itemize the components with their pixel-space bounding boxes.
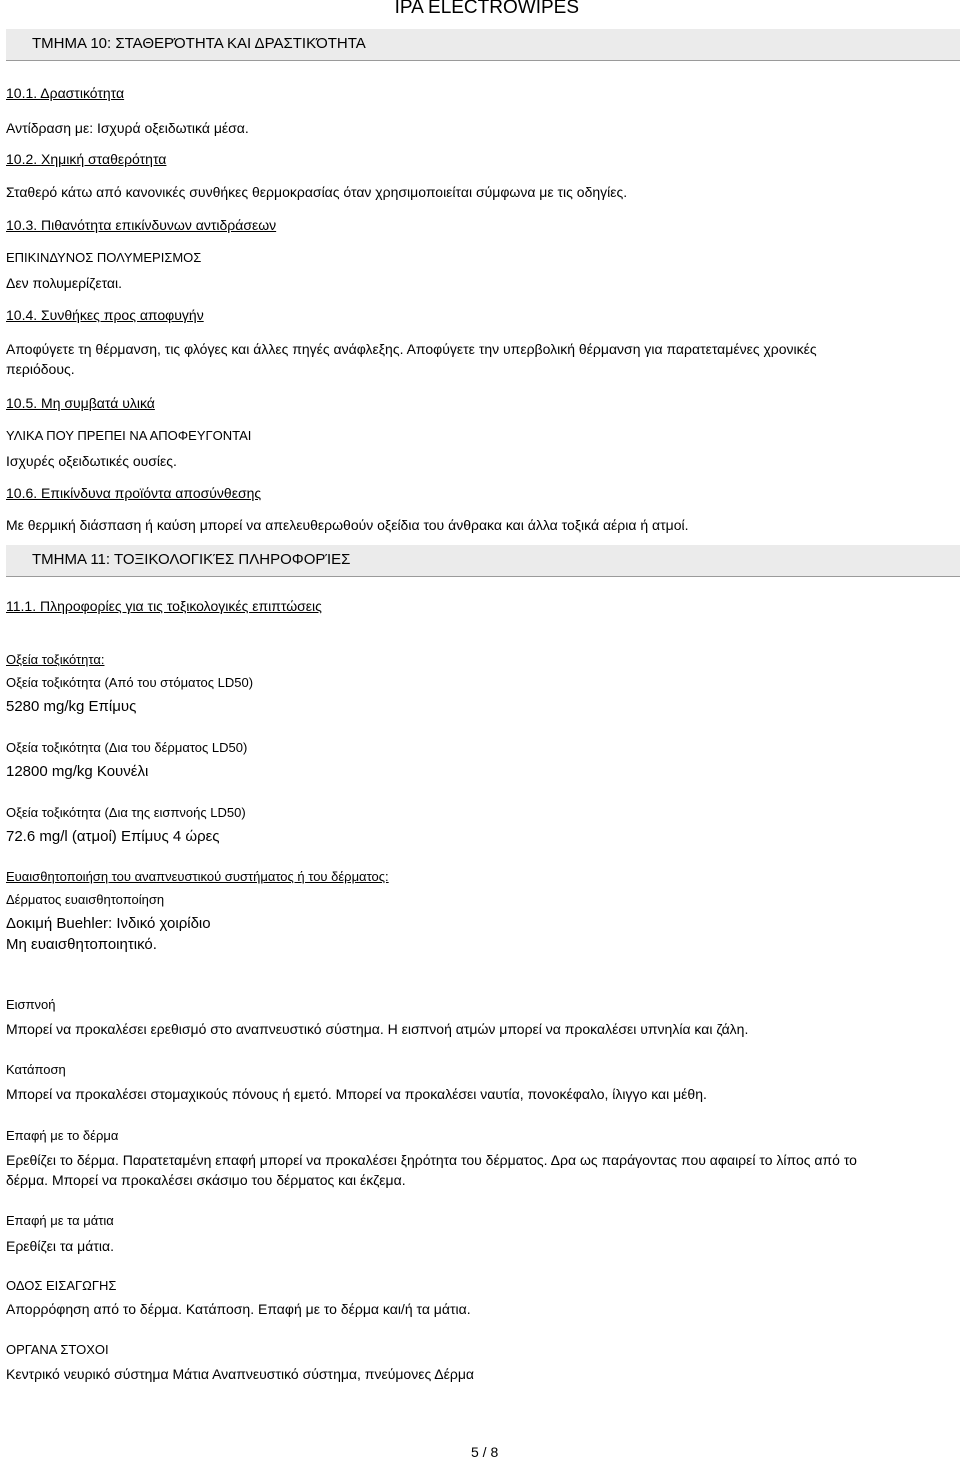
subsection-10-2-text: Σταθερό κάτω από κανονικές συνθήκες θερμοκρασίας όταν χρησιμοποιείται σύμφωνα με τις οδηγίες. <box>6 184 628 200</box>
subsection-10-5-text: Ισχυρές οξειδωτικές ουσίες. <box>6 453 177 469</box>
ingestion-caption: Κατάποση <box>6 1062 66 1077</box>
section-10-title: ΤΜΗΜΑ 10: ΣΤΑΘΕΡΌΤΗΤΑ ΚΑΙ ΔΡΑΣΤΙΚΌΤΗΤΑ <box>32 35 366 52</box>
subsection-10-2-heading: 10.2. Χημική σταθερότητα <box>6 151 167 167</box>
dermal-ld50-caption: Οξεία τοξικότητα (Δια του δέρματος LD50) <box>6 740 248 755</box>
ingestion-text: Μπορεί να προκαλέσει στομαχικούς πόνους ή εμετό. Μπορεί να προκαλέσει ναυτία, πονοκέφαλο, ίλιγγο και μέθη. <box>6 1086 707 1102</box>
oral-ld50-caption: Οξεία τοξικότητα (Από του στόματος LD50) <box>6 675 254 690</box>
inhalation-ld50-caption: Οξεία τοξικότητα (Δια της εισπνοής LD50) <box>6 805 246 820</box>
route-of-entry-text: Απορρόφηση από το δέρμα. Κατάποση. Επαφή με το δέρμα και/ή τα μάτια. <box>6 1301 471 1317</box>
subsection-10-5-heading: 10.5. Μη συμβατά υλικά <box>6 395 155 411</box>
subsection-10-1-text: Αντίδραση με: Ισχυρά οξειδωτικά μέσα. <box>6 120 249 136</box>
skin-sensitisation-caption: Δέρματος ευαισθητοποίηση <box>6 892 165 907</box>
subsection-10-6-text: Με θερμική διάσπαση ή καύση μπορεί να απελευθερωθούν οξείδια του άνθρακα και άλλα τοξικά αέρια ή ατμοί. <box>6 517 689 533</box>
subsection-10-3-heading: 10.3. Πιθανότητα επικίνδυνων αντιδράσεων <box>6 217 277 233</box>
inhalation-caption: Εισπνοή <box>6 997 56 1012</box>
subsection-10-6-heading: 10.6. Επικίνδυνα προϊόντα αποσύνθεσης <box>6 485 262 501</box>
page-number: 5 / 8 <box>471 1444 499 1460</box>
target-organs-caption: ΟΡΓΑΝΑ ΣΤΟΧΟΙ <box>6 1342 109 1357</box>
product-name: IPA ELECTROWIPES <box>394 0 579 18</box>
subsection-10-3-caption: ΕΠΙΚΙΝΔΥΝΟΣ ΠΟΛΥΜΕΡΙΣΜΟΣ <box>6 250 202 265</box>
skin-sensitisation-test: Δοκιμή Buehler: Ινδικό χοιρίδιο <box>6 915 211 932</box>
oral-ld50-value: 5280 mg/kg Επίμυς <box>6 698 137 715</box>
subsection-10-4-text: Αποφύγετε τη θέρμανση, τις φλόγες και άλλες πηγές ανάφλεξης. Αποφύγετε την υπερβολική θέρμανση για παρατεταμένες χρονικές περιόδους. <box>6 341 817 377</box>
section-11-header <box>6 545 960 577</box>
skin-contact-caption: Επαφή με το δέρμα <box>6 1128 119 1143</box>
inhalation-text: Μπορεί να προκαλέσει ερεθισμό στο αναπνευστικό σύστημα. Η εισπνοή ατμών μπορεί να προκαλέσει υπνηλία και ζάλη. <box>6 1021 749 1037</box>
subsection-10-5-caption: ΥΛΙΚΑ ΠΟΥ ΠΡΕΠΕΙ ΝΑ ΑΠΟΦΕΥΓΟΝΤΑΙ <box>6 428 252 443</box>
skin-sensitisation-result: Μη ευαισθητοποιητικό. <box>6 936 157 953</box>
eye-contact-text: Ερεθίζει τα μάτια. <box>6 1238 114 1254</box>
acute-toxicity-heading: Οξεία τοξικότητα: <box>6 652 105 667</box>
sensitisation-heading: Ευαισθητοποιήση του αναπνευστικού συστήματος ή του δέρματος: <box>6 869 389 884</box>
subsection-10-1-heading: 10.1. Δραστικότητα <box>6 85 125 101</box>
subsection-10-3-text: Δεν πολυμερίζεται. <box>6 275 123 291</box>
section-11-title: ΤΜΗΜΑ 11: ΤΟΞΙΚΟΛΟΓΙΚΈΣ ΠΛΗΡΟΦΟΡΊΕΣ <box>32 551 351 568</box>
route-of-entry-caption: ΟΔΟΣ ΕΙΣΑΓΩΓΗΣ <box>6 1278 117 1293</box>
subsection-10-4-heading: 10.4. Συνθήκες προς αποφυγήν <box>6 307 204 323</box>
section-10-header <box>6 29 960 61</box>
eye-contact-caption: Επαφή με τα μάτια <box>6 1213 114 1228</box>
inhalation-ld50-value: 72.6 mg/l (ατμοί) Επίμυς 4 ώρες <box>6 828 220 845</box>
dermal-ld50-value: 12800 mg/kg Κουνέλι <box>6 763 149 780</box>
target-organs-text: Κεντρικό νευρικό σύστημα Μάτια Αναπνευστικό σύστημα, πνεύμονες Δέρμα <box>6 1366 475 1382</box>
skin-contact-text: Ερεθίζει το δέρμα. Παρατεταμένη επαφή μπορεί να προκαλέσει ξηρότητα του δέρματος. Δρα ως παράγοντας που αφαιρεί το λίπος από το δέρμα. Μπορεί να προκαλέσει σκάσιμο του δέρματος και έκζεμα. <box>6 1152 857 1188</box>
subsection-11-1-heading: 11.1. Πληροφορίες για τις τοξικολογικές επιπτώσεις <box>6 598 322 614</box>
